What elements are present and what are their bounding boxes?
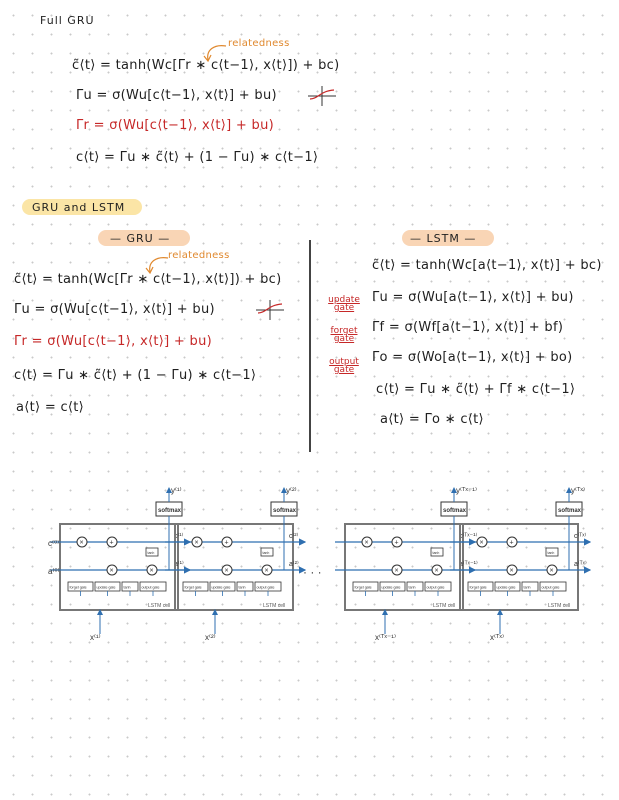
gru-title: — GRU —: [110, 232, 171, 245]
eq-c-tilde: c̃⟨t⟩ = tanh(Wc[Γr ∗ c⟨t−1⟩, x⟨t⟩]) + bc): [72, 58, 340, 73]
gate-label: update gate: [211, 585, 231, 590]
gate-op-symbol: +: [109, 539, 114, 547]
gate-op-symbol: +: [509, 539, 514, 547]
eq-gamma-u: Γu = σ(Wu[c⟨t−1⟩, x⟨t⟩] + bu): [76, 88, 277, 103]
lstm-eq-c-tilde: c̃⟨t⟩ = tanh(Wc[a⟨t−1⟩, x⟨t⟩] + bc): [372, 258, 602, 273]
lstm-cell-label: LSTM cell: [548, 603, 571, 609]
gru-eq-c: c⟨t⟩ = Γu ∗ c̃⟨t⟩ + (1 − Γu) ∗ c⟨t−1⟩: [14, 368, 257, 383]
column-divider: [309, 240, 311, 452]
gate-label: forget gate: [354, 585, 372, 590]
gate-label: forget gate: [469, 585, 487, 590]
gate-label: forget gate: [69, 585, 87, 590]
lstm-cell-label: LSTM cell: [263, 603, 286, 609]
lstm-eq-c: c⟨t⟩ = Γu ∗ c̃⟨t⟩ + Γf ∗ c⟨t−1⟩: [376, 382, 576, 397]
eq-c: c⟨t⟩ = Γu ∗ c̃⟨t⟩ + (1 − Γu) ∗ c⟨t−1⟩: [76, 150, 319, 165]
lstm-title: — LSTM —: [410, 232, 477, 245]
tanh-label: tanh: [547, 551, 555, 555]
a-out-label: a⁽ᵀˣ⁾: [574, 561, 587, 568]
x-label: x⁽ᵀˣ⁾: [490, 633, 505, 642]
y-label: y⁽ᵀˣ⁻¹⁾: [456, 486, 477, 495]
lstm-cell-box: [60, 524, 178, 610]
c0-label: c⁽⁰⁾: [48, 539, 60, 548]
y-label: y⁽ᵀˣ⁾: [571, 486, 586, 495]
comparison-title: GRU and LSTM: [32, 201, 126, 214]
gate-op-symbol: ×: [79, 539, 84, 547]
lstm-cell-label: LSTM cell: [433, 603, 456, 609]
tanh-label: tanh: [432, 551, 440, 555]
lstm-eq-a: a⟨t⟩ = Γo ∗ c⟨t⟩: [380, 412, 484, 427]
c-out-label: c⁽²⁾: [289, 533, 299, 540]
ellipsis: · · ·: [303, 565, 322, 579]
y-label: y⁽¹⁾: [171, 486, 182, 495]
gate-label: tanh: [523, 585, 531, 590]
gate-label: update gate: [381, 585, 401, 590]
gate-op-symbol: ×: [109, 567, 114, 575]
gate-op-symbol: ×: [364, 539, 369, 547]
gate-op-symbol: ×: [509, 567, 514, 575]
a-out-label: a⁽ᵀˣ⁻¹⁾: [459, 561, 478, 568]
c-out-label: c⁽¹⁾: [174, 533, 184, 540]
sigmoid-sketch-icon: [308, 84, 338, 108]
c-out-label: c⁽ᵀˣ⁾: [574, 533, 587, 540]
tanh-label: tanh: [147, 551, 155, 555]
gate-op-symbol: ×: [264, 567, 269, 575]
gate-label: update gate: [496, 585, 516, 590]
a0-label: a⁽⁰⁾: [48, 567, 60, 576]
x-label: x⁽²⁾: [205, 633, 216, 642]
gate-op-symbol: ×: [549, 567, 554, 575]
softmax-label: softmax: [443, 508, 467, 514]
update-gate-note: update gate: [328, 295, 360, 313]
x-label: x⁽ᵀˣ⁻¹⁾: [375, 633, 396, 642]
forget-gate-note: forget gate: [330, 326, 358, 344]
gate-op-symbol: ×: [224, 567, 229, 575]
lstm-cell-box: [460, 524, 578, 610]
gate-label: output gate: [141, 585, 160, 590]
gate-label: tanh: [408, 585, 416, 590]
gate-label: tanh: [238, 585, 246, 590]
y-label: y⁽²⁾: [286, 486, 297, 495]
gate-label: update gate: [96, 585, 116, 590]
tanh-label: tanh: [262, 551, 270, 555]
gru-eq-a: a⟨t⟩ = c⟨t⟩: [16, 400, 85, 415]
gate-label: tanh: [123, 585, 131, 590]
eq-gamma-r: Γr = σ(Wu[c⟨t−1⟩, x⟨t⟩] + bu): [76, 118, 274, 133]
gate-op-symbol: ×: [194, 539, 199, 547]
lstm-eq-gamma-o: Γo = σ(Wo[a⟨t−1⟩, x⟨t⟩] + bo): [372, 350, 573, 365]
softmax-label: softmax: [158, 508, 182, 514]
gate-op-symbol: +: [224, 539, 229, 547]
c-out-label: c⁽ᵀˣ⁻¹⁾: [459, 533, 478, 540]
gate-label: output gate: [541, 585, 560, 590]
a-out-label: a⁽¹⁾: [174, 561, 184, 568]
gru-eq-c-tilde: c̃⟨t⟩ = tanh(Wc[Γr ∗ c⟨t−1⟩, x⟨t⟩]) + bc): [14, 272, 282, 287]
gate-op-symbol: ×: [394, 567, 399, 575]
gate-label: forget gate: [184, 585, 202, 590]
lstm-chain-diagram: [30, 484, 610, 644]
gru-sigmoid-sketch-icon: [256, 298, 286, 322]
gate-label: output gate: [256, 585, 275, 590]
gru-eq-gamma-r: Γr = σ(Wu[c⟨t−1⟩, x⟨t⟩] + bu): [14, 334, 212, 349]
lstm-cell-box: [175, 524, 293, 610]
relatedness-note: relatedness: [228, 38, 290, 49]
output-gate-note: output gate: [329, 357, 359, 375]
gate-op-symbol: +: [394, 539, 399, 547]
lstm-eq-gamma-f: Γf = σ(Wf[a⟨t−1⟩, x⟨t⟩] + bf): [372, 320, 564, 335]
lstm-cell-box: [345, 524, 463, 610]
x-label: x⁽¹⁾: [90, 633, 101, 642]
a-out-label: a⁽²⁾: [289, 561, 299, 568]
full-gru-title: Full GRU: [40, 14, 95, 27]
softmax-label: softmax: [558, 508, 582, 514]
gru-relatedness-note: relatedness: [168, 250, 230, 261]
gate-op-symbol: ×: [479, 539, 484, 547]
gate-label: output gate: [426, 585, 445, 590]
softmax-label: softmax: [273, 508, 297, 514]
lstm-eq-gamma-u: Γu = σ(Wu[a⟨t−1⟩, x⟨t⟩] + bu): [372, 290, 574, 305]
gate-op-symbol: ×: [434, 567, 439, 575]
lstm-cell-label: LSTM cell: [148, 603, 171, 609]
gate-op-symbol: ×: [149, 567, 154, 575]
gru-eq-gamma-u: Γu = σ(Wu[c⟨t−1⟩, x⟨t⟩] + bu): [14, 302, 215, 317]
